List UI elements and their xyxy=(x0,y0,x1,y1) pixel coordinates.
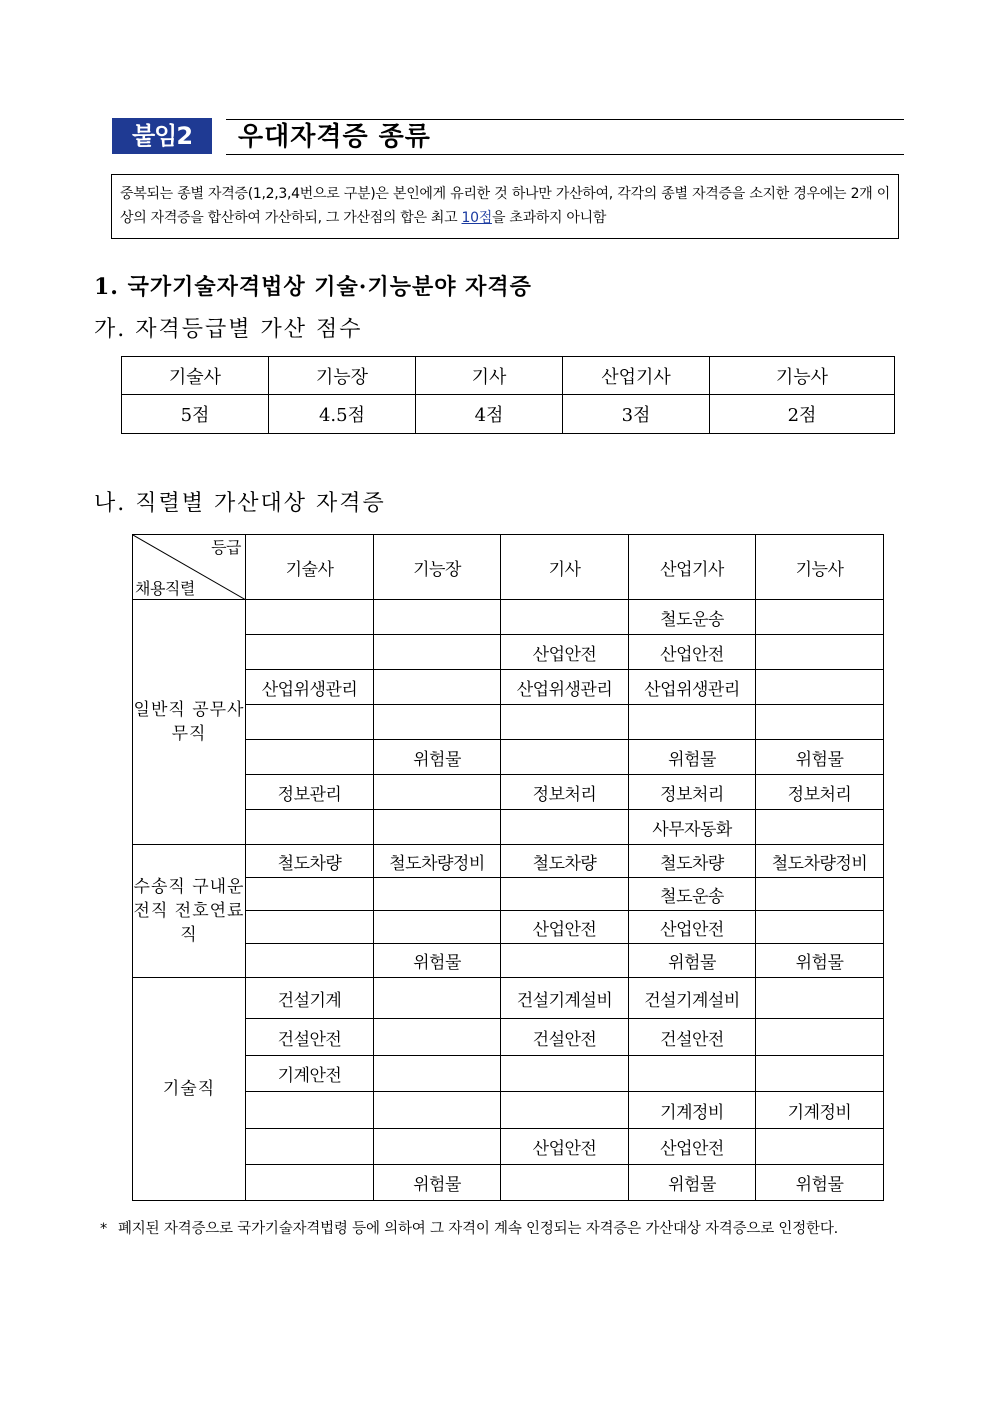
certificate-cell: 산업안전 xyxy=(629,635,756,670)
certificate-cell xyxy=(374,775,501,810)
header-cell: 기능장 xyxy=(374,535,501,600)
certificate-cell: 정보처리 xyxy=(629,775,756,810)
certificate-cell xyxy=(501,740,629,775)
table-row xyxy=(133,1165,884,1201)
certificate-cell: 정보관리 xyxy=(246,775,374,810)
certificate-cell: 사무자동화 xyxy=(629,810,756,845)
header-cell: 산업기사 xyxy=(629,535,756,600)
certificate-cell xyxy=(374,600,501,635)
header-cell: 기사 xyxy=(416,357,563,395)
certificate-cell: 위험물 xyxy=(374,1165,501,1201)
certificate-cell: 정보처리 xyxy=(501,775,629,810)
certificate-cell xyxy=(756,1019,884,1056)
corner-label-track: 채용직렬 xyxy=(135,579,195,598)
group-transport-label: 수송직 구내운전직 전호연료직 xyxy=(133,845,246,978)
notice-box xyxy=(111,174,899,239)
certificate-cell xyxy=(246,911,374,944)
certificate-cell xyxy=(501,1092,629,1129)
certificate-cell xyxy=(501,810,629,845)
notice-text-1: 중복되는 종별 자격증(1,2,3,4번으로 구분)은 본인에게 유리한 것 하나만 가산하여, 각각의 종별 자격증을 소지한 경우에는 2개 이상의 자격증을 합산하여 가산하되, 그 가산점의 합은 최고 xyxy=(120,186,890,226)
certificate-cell xyxy=(246,944,374,978)
certificate-cell xyxy=(374,978,501,1019)
footnote-marker: * xyxy=(100,1221,108,1237)
certificate-cell xyxy=(501,878,629,911)
certificate-cell: 철도운송 xyxy=(629,878,756,911)
page-title: 우대자격증 종류 xyxy=(238,122,431,152)
certificate-cell: 위험물 xyxy=(629,740,756,775)
certificate-cell xyxy=(246,878,374,911)
certificate-cell xyxy=(756,1129,884,1165)
certificate-cell xyxy=(756,1056,884,1092)
table-row xyxy=(133,810,884,845)
footnote xyxy=(100,1214,922,1244)
table-row xyxy=(133,1092,884,1129)
grade-points-table xyxy=(121,356,895,434)
title-rule-top xyxy=(226,119,904,120)
certificate-cell xyxy=(246,600,374,635)
certificate-cell xyxy=(756,878,884,911)
table-row xyxy=(122,395,895,434)
header-cell: 기술사 xyxy=(122,357,269,395)
certificate-cell: 위험물 xyxy=(374,740,501,775)
certificate-cell xyxy=(246,810,374,845)
certificate-cell xyxy=(374,878,501,911)
certificate-cell: 건설기계 xyxy=(246,978,374,1019)
certificate-cell: 철도차량정비 xyxy=(756,845,884,878)
certificate-cell xyxy=(756,635,884,670)
certificate-cell xyxy=(756,600,884,635)
certificate-cell: 철도운송 xyxy=(629,600,756,635)
certificate-cell: 산업위생관리 xyxy=(246,670,374,705)
certificate-cell xyxy=(756,810,884,845)
certificate-cell xyxy=(246,1092,374,1129)
table-row xyxy=(133,911,884,944)
certificate-cell xyxy=(374,810,501,845)
header-cell: 기능사 xyxy=(710,357,895,395)
section-1-title: 1. 국가기술자격법상 기술·기능분야 자격증 xyxy=(94,274,532,300)
points-cell: 5점 xyxy=(122,395,269,434)
certificate-cell xyxy=(246,740,374,775)
table-header-row xyxy=(133,535,884,600)
certificate-cell: 건설안전 xyxy=(246,1019,374,1056)
certificate-cell xyxy=(501,1165,629,1201)
points-cell: 3점 xyxy=(563,395,710,434)
certificate-cell: 산업안전 xyxy=(501,911,629,944)
eligible-certificates-table xyxy=(132,534,884,1201)
certificate-cell: 철도차량 xyxy=(246,845,374,878)
table-row xyxy=(133,600,884,635)
certificate-cell xyxy=(374,670,501,705)
certificate-cell: 위험물 xyxy=(756,1165,884,1201)
certificate-cell: 위험물 xyxy=(756,944,884,978)
header-cell: 기능사 xyxy=(756,535,884,600)
certificate-cell: 기계안전 xyxy=(246,1056,374,1092)
certificate-cell: 위험물 xyxy=(629,944,756,978)
certificate-cell xyxy=(501,1056,629,1092)
title-rule-bottom xyxy=(226,154,904,155)
certificate-cell: 철도차량 xyxy=(501,845,629,878)
points-cell: 4.5점 xyxy=(269,395,416,434)
certificate-cell xyxy=(501,944,629,978)
table-row xyxy=(133,740,884,775)
certificate-cell xyxy=(374,1056,501,1092)
certificate-cell xyxy=(374,635,501,670)
certificate-cell xyxy=(501,705,629,740)
certificate-cell xyxy=(756,911,884,944)
header-cell: 산업기사 xyxy=(563,357,710,395)
table-row xyxy=(133,775,884,810)
certificate-cell: 산업안전 xyxy=(629,911,756,944)
section-a-title: 가. 자격등급별 가산 점수 xyxy=(94,317,363,342)
certificate-cell: 위험물 xyxy=(756,740,884,775)
certificate-cell xyxy=(246,705,374,740)
footnote-text: 폐지된 자격증으로 국가기술자격법령 등에 의하여 그 자격이 계속 인정되는 자격증은 가산대상 자격증으로 인정한다. xyxy=(118,1221,839,1237)
table-row xyxy=(133,845,884,878)
notice-text-2: 을 초과하지 아니함 xyxy=(491,210,607,226)
certificate-cell: 건설안전 xyxy=(501,1019,629,1056)
certificate-cell: 건설안전 xyxy=(629,1019,756,1056)
certificate-cell: 건설기계설비 xyxy=(629,978,756,1019)
certificate-cell: 산업위생관리 xyxy=(501,670,629,705)
certificate-cell: 건설기계설비 xyxy=(501,978,629,1019)
header-cell: 기사 xyxy=(501,535,629,600)
certificate-cell xyxy=(501,600,629,635)
corner-label-grade: 등급 xyxy=(211,538,241,557)
certificate-cell: 산업안전 xyxy=(501,635,629,670)
certificate-cell: 위험물 xyxy=(629,1165,756,1201)
points-cell: 2점 xyxy=(710,395,895,434)
table-row xyxy=(133,1019,884,1056)
certificate-cell xyxy=(374,705,501,740)
certificate-cell xyxy=(374,1129,501,1165)
table-row xyxy=(133,635,884,670)
certificate-cell: 산업안전 xyxy=(629,1129,756,1165)
certificate-cell xyxy=(756,978,884,1019)
certificate-cell xyxy=(246,1129,374,1165)
header-cell: 기술사 xyxy=(246,535,374,600)
certificate-cell xyxy=(246,1165,374,1201)
certificate-cell: 위험물 xyxy=(374,944,501,978)
certificate-cell: 산업안전 xyxy=(501,1129,629,1165)
group-technical-label: 기술직 xyxy=(133,978,246,1201)
certificate-cell xyxy=(374,1019,501,1056)
corner-cell xyxy=(133,535,246,600)
certificate-cell: 기계정비 xyxy=(629,1092,756,1129)
certificate-cell xyxy=(246,635,374,670)
table-row xyxy=(133,1056,884,1092)
header-cell: 기능장 xyxy=(269,357,416,395)
table-row xyxy=(133,944,884,978)
certificate-cell xyxy=(629,1056,756,1092)
table-row xyxy=(133,878,884,911)
points-cell: 4점 xyxy=(416,395,563,434)
notice-highlight: 10점 xyxy=(461,210,492,226)
group-general-label: 일반직 공무사무직 xyxy=(133,600,246,845)
certificate-cell xyxy=(756,705,884,740)
table-row xyxy=(133,705,884,740)
table-row xyxy=(133,1129,884,1165)
table-header-row xyxy=(122,357,895,395)
certificate-cell: 정보처리 xyxy=(756,775,884,810)
certificate-cell: 기계정비 xyxy=(756,1092,884,1129)
certificate-cell xyxy=(756,670,884,705)
certificate-cell: 산업위생관리 xyxy=(629,670,756,705)
section-b-title: 나. 직렬별 가산대상 자격증 xyxy=(94,491,386,516)
certificate-cell: 철도차량 xyxy=(629,845,756,878)
certificate-cell xyxy=(374,911,501,944)
certificate-cell xyxy=(629,705,756,740)
table-row xyxy=(133,978,884,1019)
certificate-cell xyxy=(374,1092,501,1129)
attachment-badge: 붙임2 xyxy=(112,118,212,154)
certificate-cell: 철도차량정비 xyxy=(374,845,501,878)
table-row xyxy=(133,670,884,705)
